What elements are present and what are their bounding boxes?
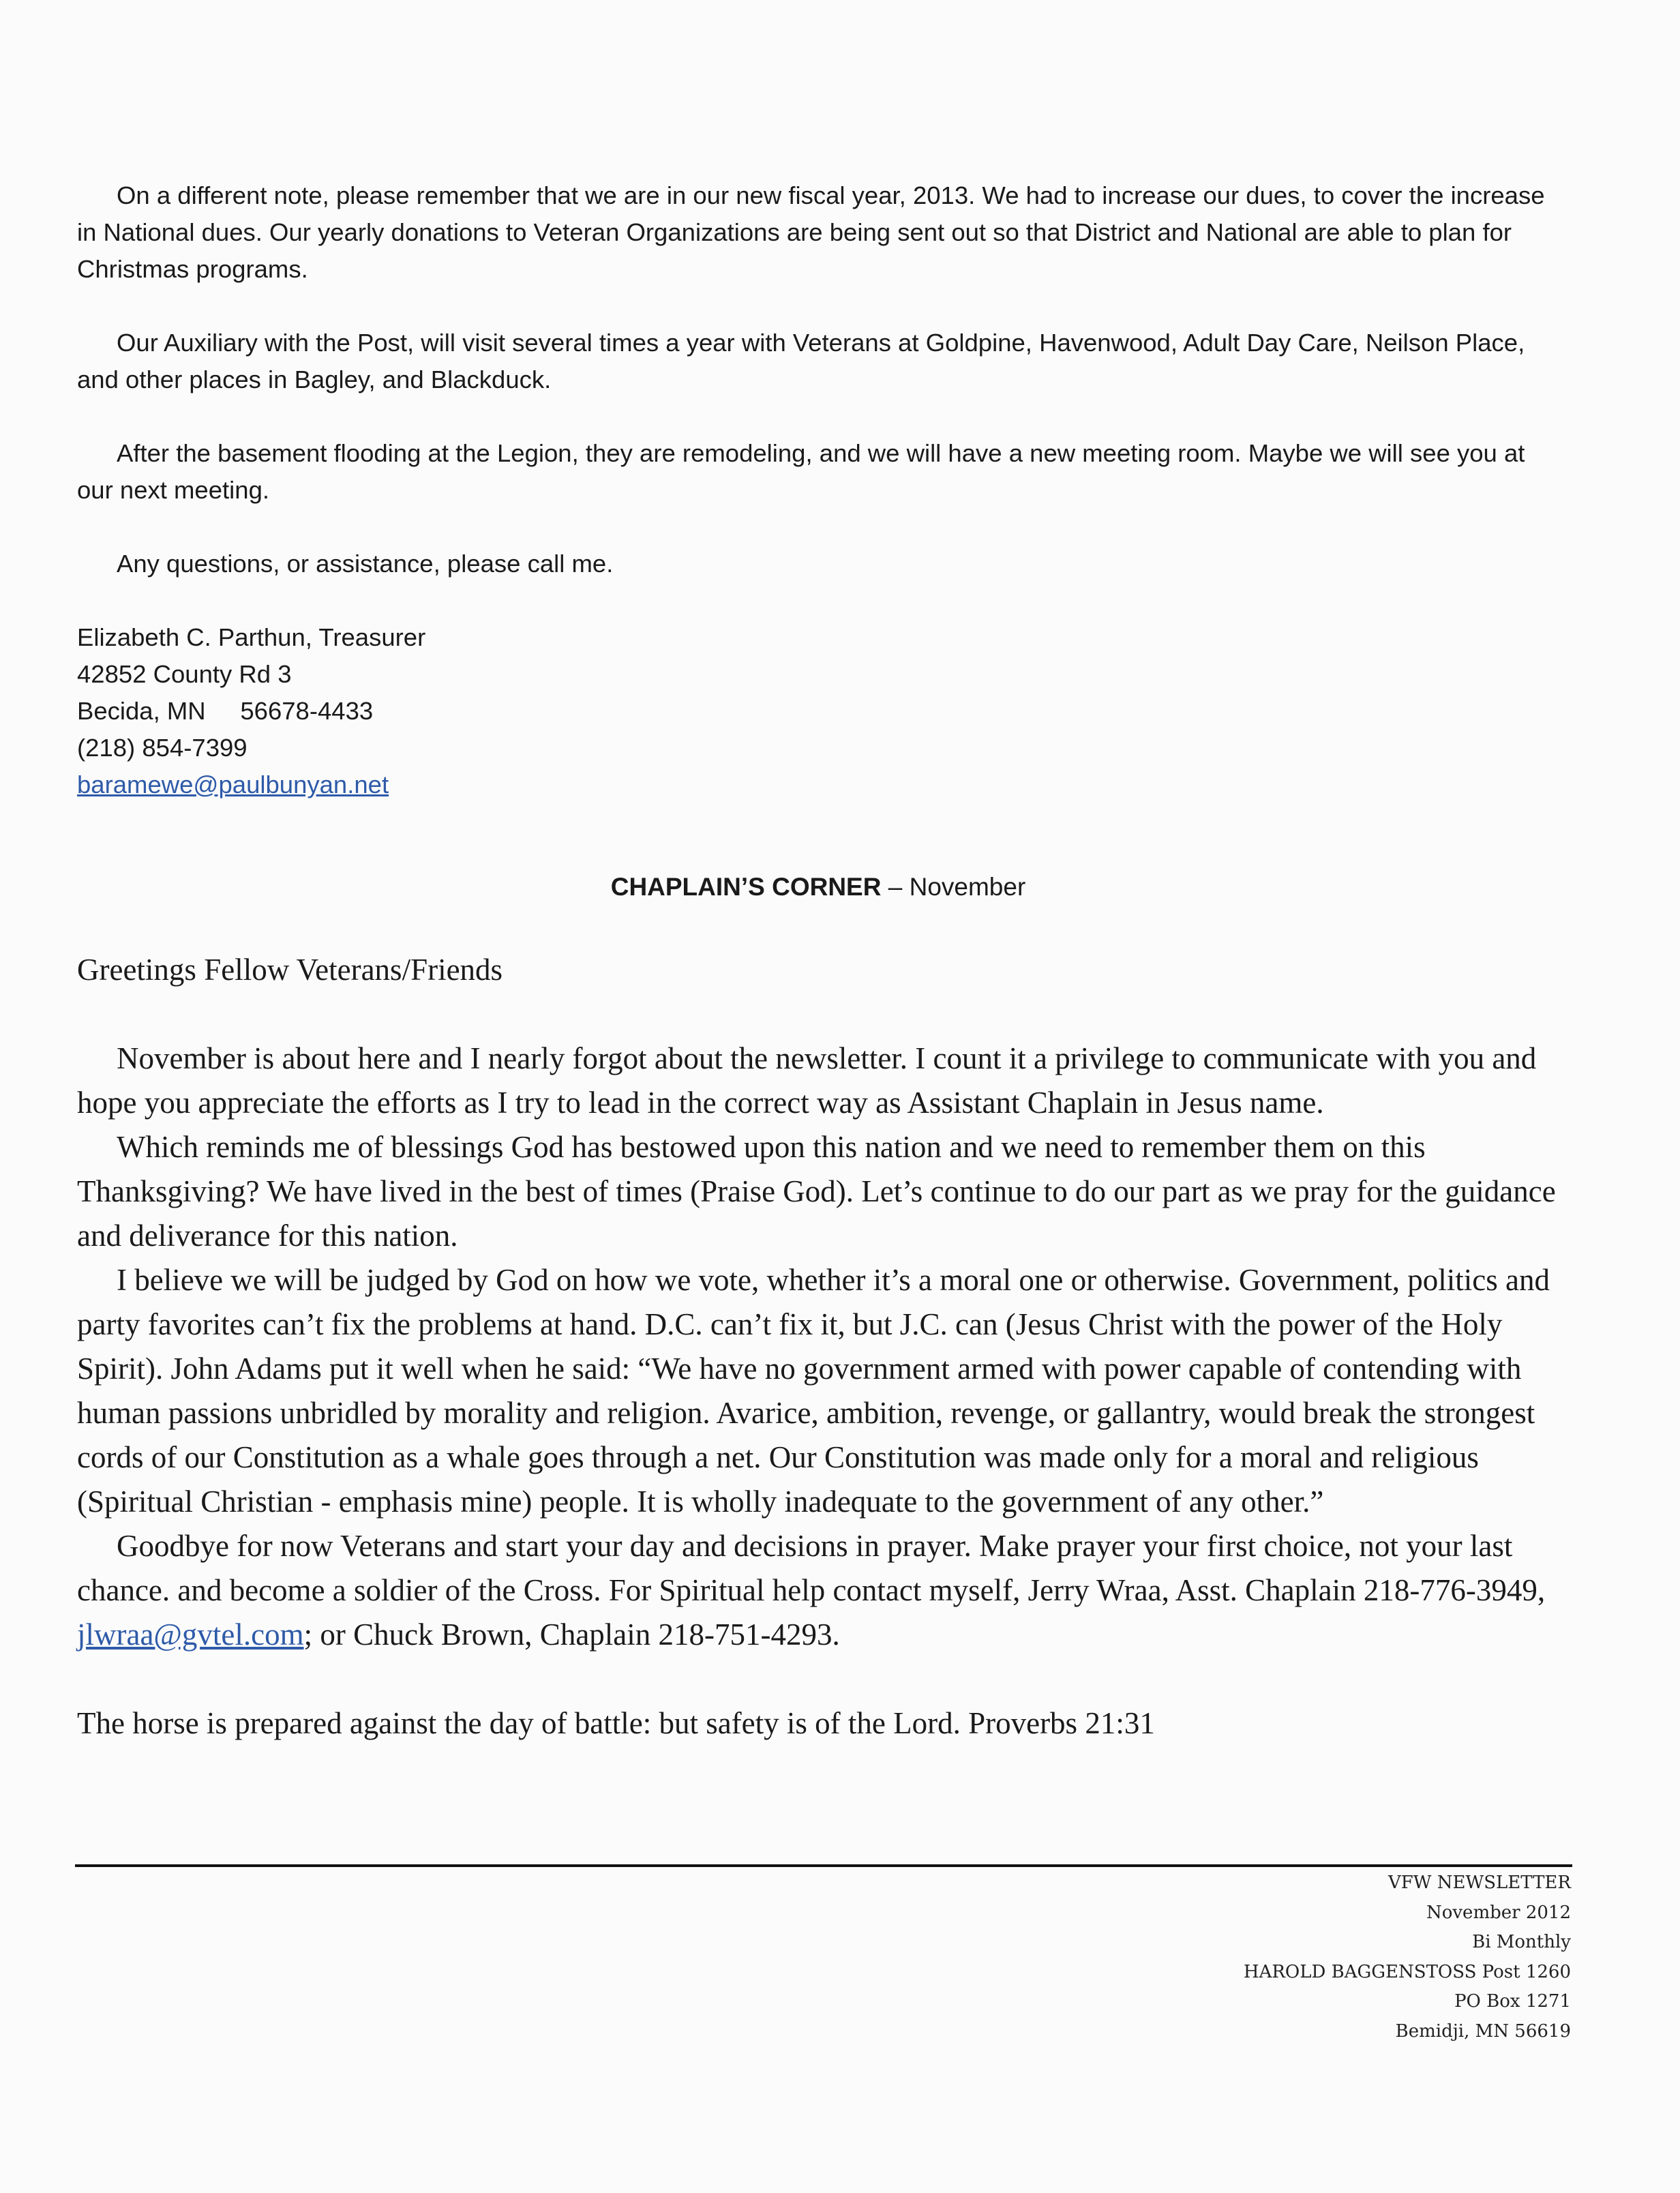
signature-name: Elizabeth C. Parthun, Treasurer	[77, 623, 426, 651]
signature-street: 42852 County Rd 3	[77, 660, 292, 688]
footer-divider	[75, 1864, 1572, 1867]
paragraph-auxiliary: Our Auxiliary with the Post, will visit several times a year with Veterans at Goldpine, Havenwood, Adult Day Care, Neilson Place, and other places in Bagley, and Blackduck.	[77, 329, 1525, 393]
paragraph-john-adams: I believe we will be judged by God on how we vote, whether it’s a moral one or otherwise. Government, politics and party favorites can’t fix the problems at hand. D.C. can’t fix it, but J.C. can (Jesus Christ with the power of the Holy Spirit). John Adams put it well when he said: “We have no government armed with power capable of contending with human passions unbridled by morality and religion. Avarice, ambition, revenge, or gallantry, would break the strongest cords of our Constitution as a whale goes through a net. Our Constitution was made only for a moral and religious (Spiritual Christian - emphasis mine) people. It is wholly inadequate to the government of any other.”	[77, 1263, 1550, 1519]
treasurer-section	[77, 177, 1563, 803]
footer-city: Bemidji, MN 56619	[1395, 2020, 1571, 2042]
heading-month: – November	[881, 873, 1026, 901]
greeting: Greetings Fellow Veterans/Friends	[77, 953, 503, 987]
paragraph-fiscal-year: On a different note, please remember that we are in our new fiscal year, 2013. We had to increase our dues, to cover the increase in National dues. Our yearly donations to Veteran Organizations are being sent out so that District and National are able to plan for Christmas programs.	[77, 181, 1545, 283]
chaplain-email-link[interactable]: jlwraa@gvtel.com	[77, 1617, 304, 1652]
paragraph-thanksgiving: Which reminds me of blessings God has bestowed upon this nation and we need to remember them on this Thanksgiving? We have lived in the best of times (Praise God). Let’s continue to do our part as we pray for the guidance and deliverance for this nation.	[77, 1130, 1556, 1253]
signature-city: Becida, MN 56678-4433	[77, 697, 374, 725]
paragraph-basement: After the basement flooding at the Legion, they are remodeling, and we will have a new meeting room. Maybe we will see you at our next meeting.	[77, 439, 1525, 504]
footer-po-box: PO Box 1271	[1454, 1991, 1571, 2012]
chaplains-corner-heading	[0, 873, 1636, 901]
chaplain-section	[77, 948, 1570, 1746]
paragraph-closing: Goodbye for now Veterans and start your day and decisions in prayer. Make prayer your first choice, not your last chance. and become a soldier of the Cross. For Spiritual help contact myself, Jerry Wraa, Asst. Chaplain 218-776-3949, jlwraa@gvtel.com; or Chuck Brown, Chaplain 218-751-4293.	[77, 1529, 1546, 1652]
signature-phone: (218) 854-7399	[77, 734, 247, 762]
footer-date: November 2012	[1426, 1902, 1571, 1923]
newsletter-footer	[1244, 1868, 1571, 2046]
treasurer-signature	[77, 619, 1563, 803]
heading-title: CHAPLAIN’S CORNER	[610, 873, 882, 901]
treasurer-email-link[interactable]: baramewe@paulbunyan.net	[77, 771, 389, 799]
footer-post: HAROLD BAGGENSTOSS Post 1260	[1243, 1961, 1571, 1982]
paragraph-questions: Any questions, or assistance, please call me.	[117, 550, 614, 578]
footer-title: VFW NEWSLETTER	[1388, 1873, 1571, 1893]
paragraph-november: November is about here and I nearly forgot about the newsletter. I count it a privilege to communicate with you and hope you appreciate the efforts as I try to lead in the correct way as Assistant Chaplain in Jesus name.	[77, 1041, 1537, 1120]
bible-verse: The horse is prepared against the day of battle: but safety is of the Lord. Proverbs 21:31	[77, 1706, 1155, 1740]
footer-frequency: Bi Monthly	[1472, 1932, 1571, 1952]
